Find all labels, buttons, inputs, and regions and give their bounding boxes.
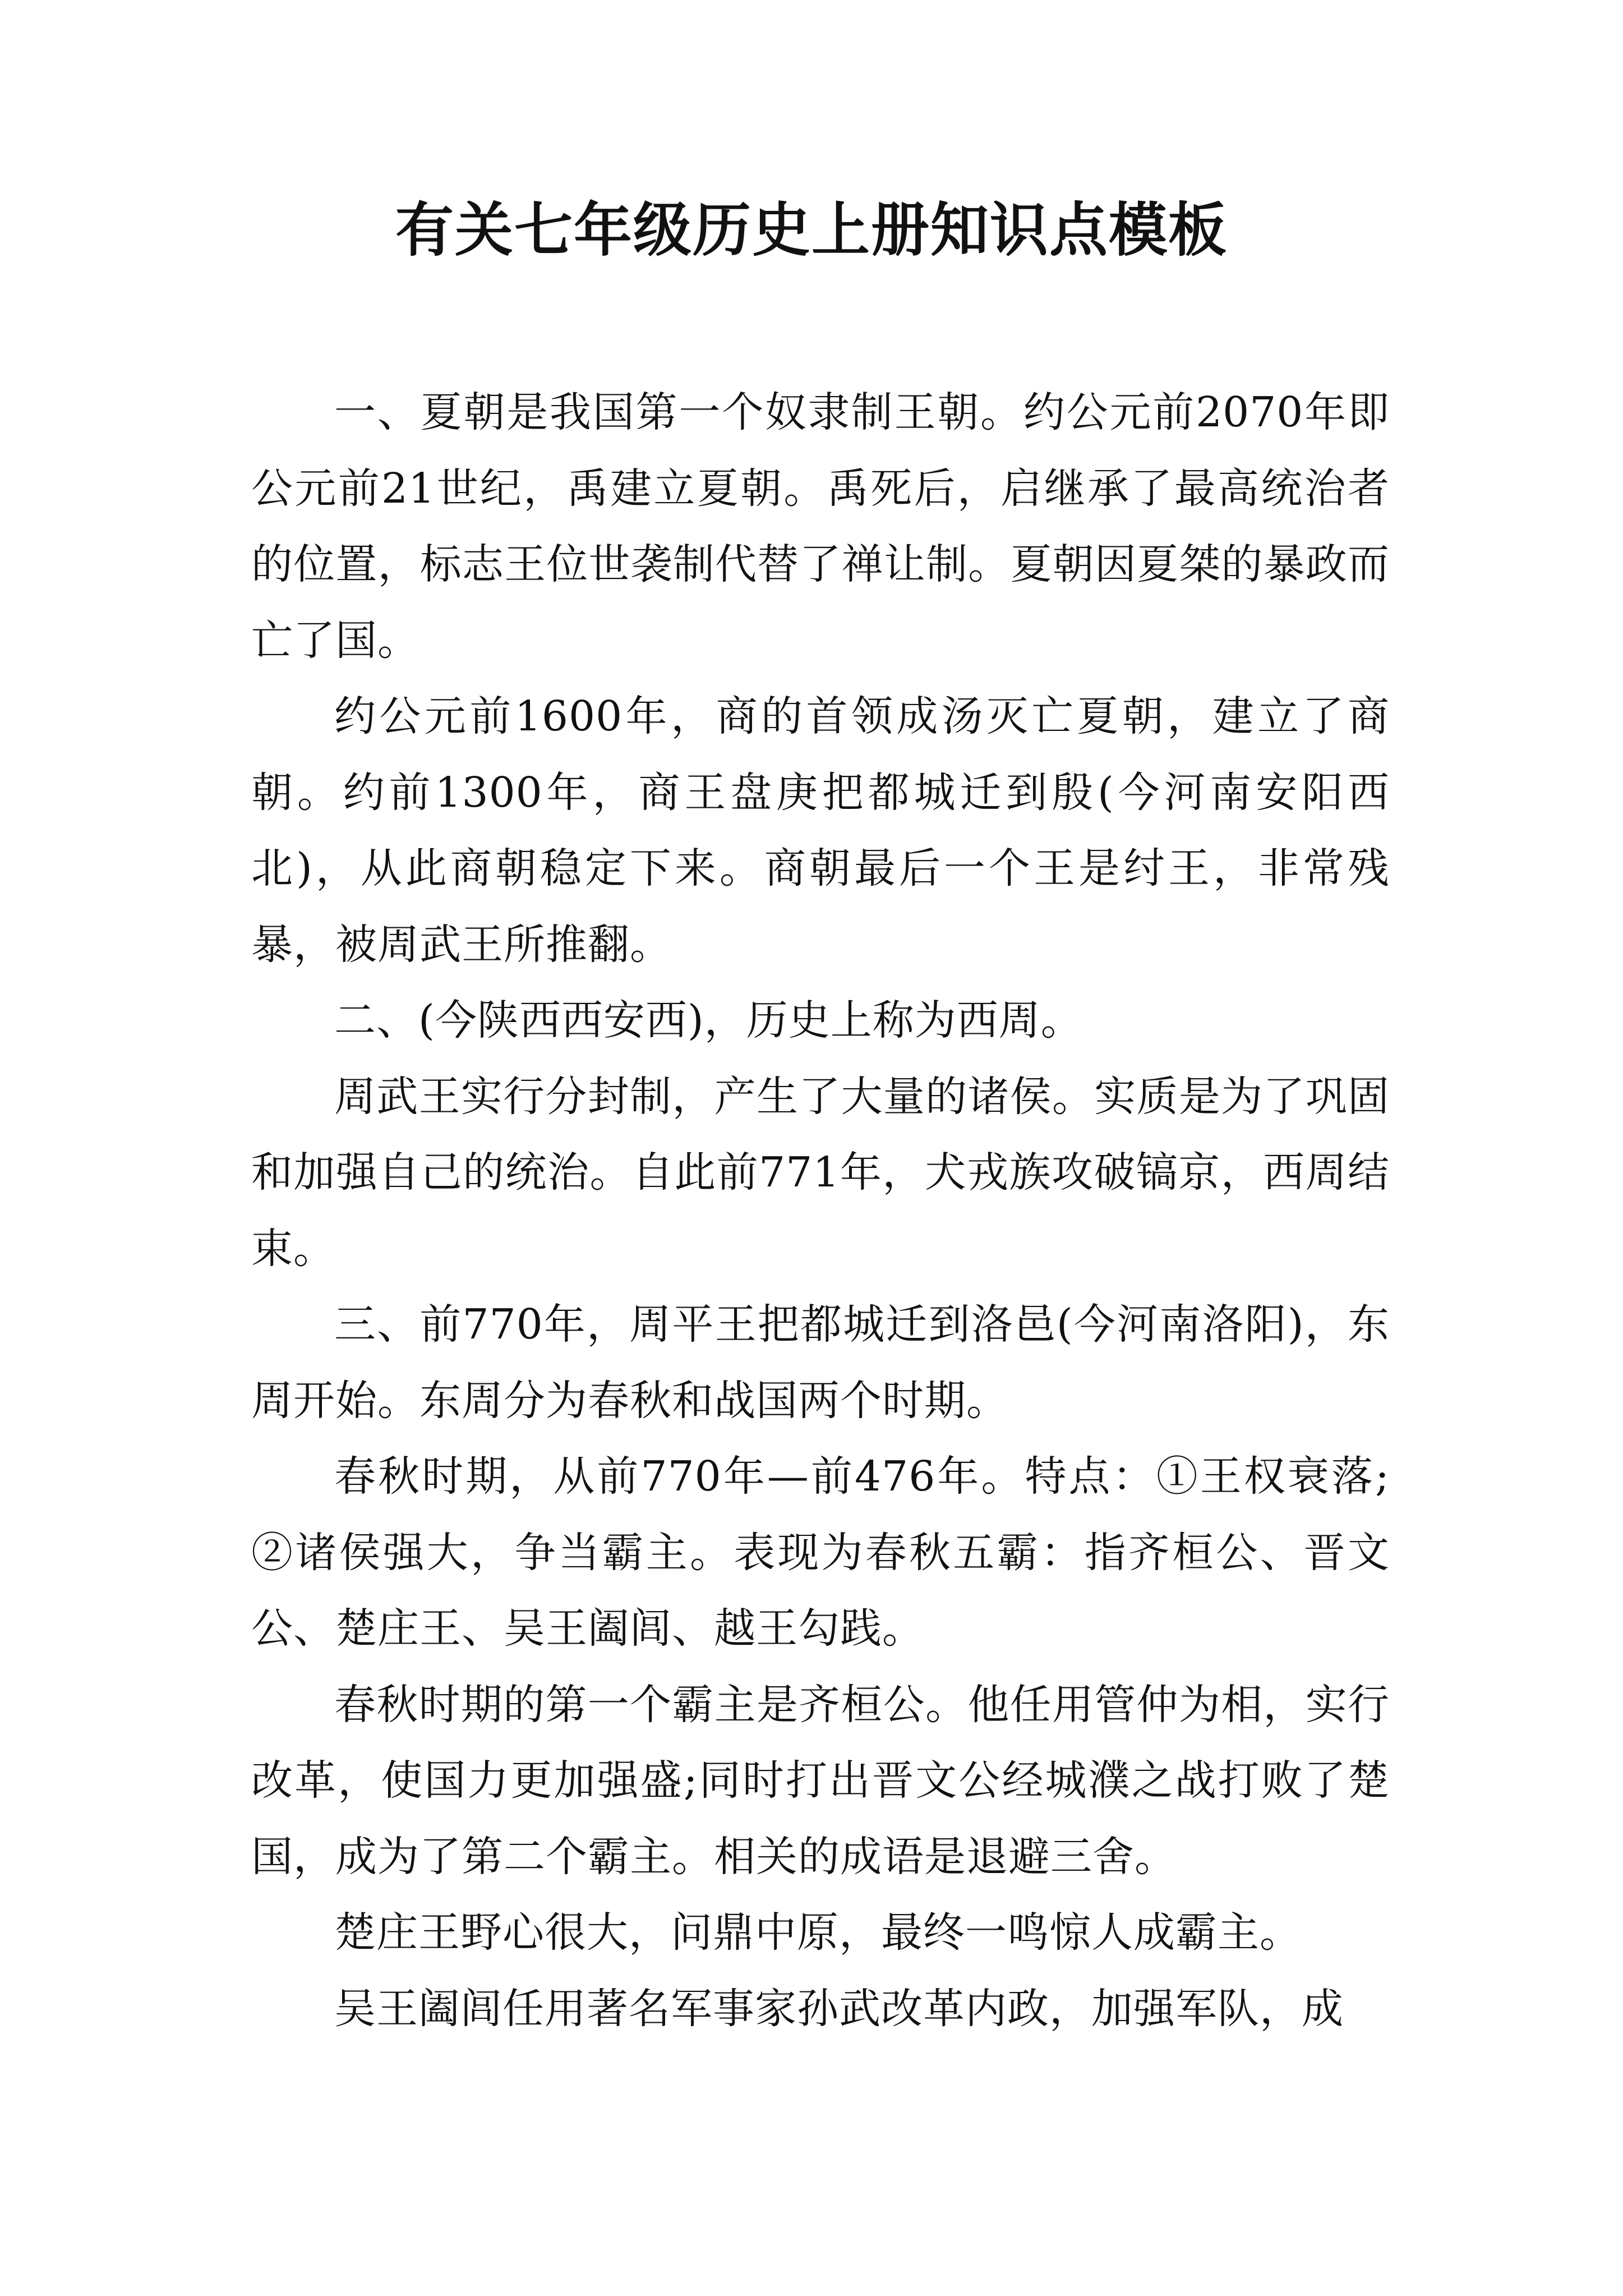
document-title: 有关七年级历史上册知识点模板: [395, 196, 1228, 264]
paragraph-western-zhou: 二、(今陕西西安西)，历史上称为西周。: [334, 996, 1083, 1045]
paragraph-first-hegemon: 春秋时期的第一个霸主是齐桓公。他任用管仲为相，实行改革，使国力更加强盛;同时打出晋文公经城濮之战打败了楚国，成为了第二个霸主。相关的成语是退避三舍。: [251, 1680, 1390, 1881]
paragraph-enfeoffment: 周武王实行分封制，产生了大量的诸侯。实质是为了巩固和加强自己的统治。自此前771年，犬戎族攻破镐京，西周结束。: [251, 1072, 1390, 1273]
paragraph-helu: 吴王阖闾任用著名军事家孙武改革内政，加强军队，成: [334, 1984, 1344, 2033]
paragraph-shang-dynasty: 约公元前1600年，商的首领成汤灭亡夏朝，建立了商朝。约前1300年，商王盘庚把都城迁到殷(今河南安阳西北)，从此商朝稳定下来。商朝最后一个王是纣王，非常残暴，被周武王所推翻。: [251, 692, 1390, 969]
paragraph-eastern-zhou: 三、前770年，周平王把都城迁到洛邑(今河南洛阳)，东周开始。东周分为春秋和战国两个时期。: [251, 1300, 1390, 1425]
paragraph-xia-dynasty: 一、夏朝是我国第一个奴隶制王朝。约公元前2070年即公元前21世纪，禹建立夏朝。禹死后，启继承了最高统治者的位置，标志王位世袭制代替了禅让制。夏朝因夏桀的暴政而亡了国。: [251, 388, 1390, 665]
document-body: [251, 375, 1390, 2047]
paragraph-spring-autumn: 春秋时期，从前770年—前476年。特点：①王权衰落;②诸侯强大，争当霸主。表现为春秋五霸：指齐桓公、晋文公、楚庄王、吴王阖闾、越王勾践。: [251, 1452, 1390, 1653]
paragraph-king-zhuang: 楚庄王野心很大，问鼎中原，最终一鸣惊人成霸主。: [334, 1908, 1302, 1957]
